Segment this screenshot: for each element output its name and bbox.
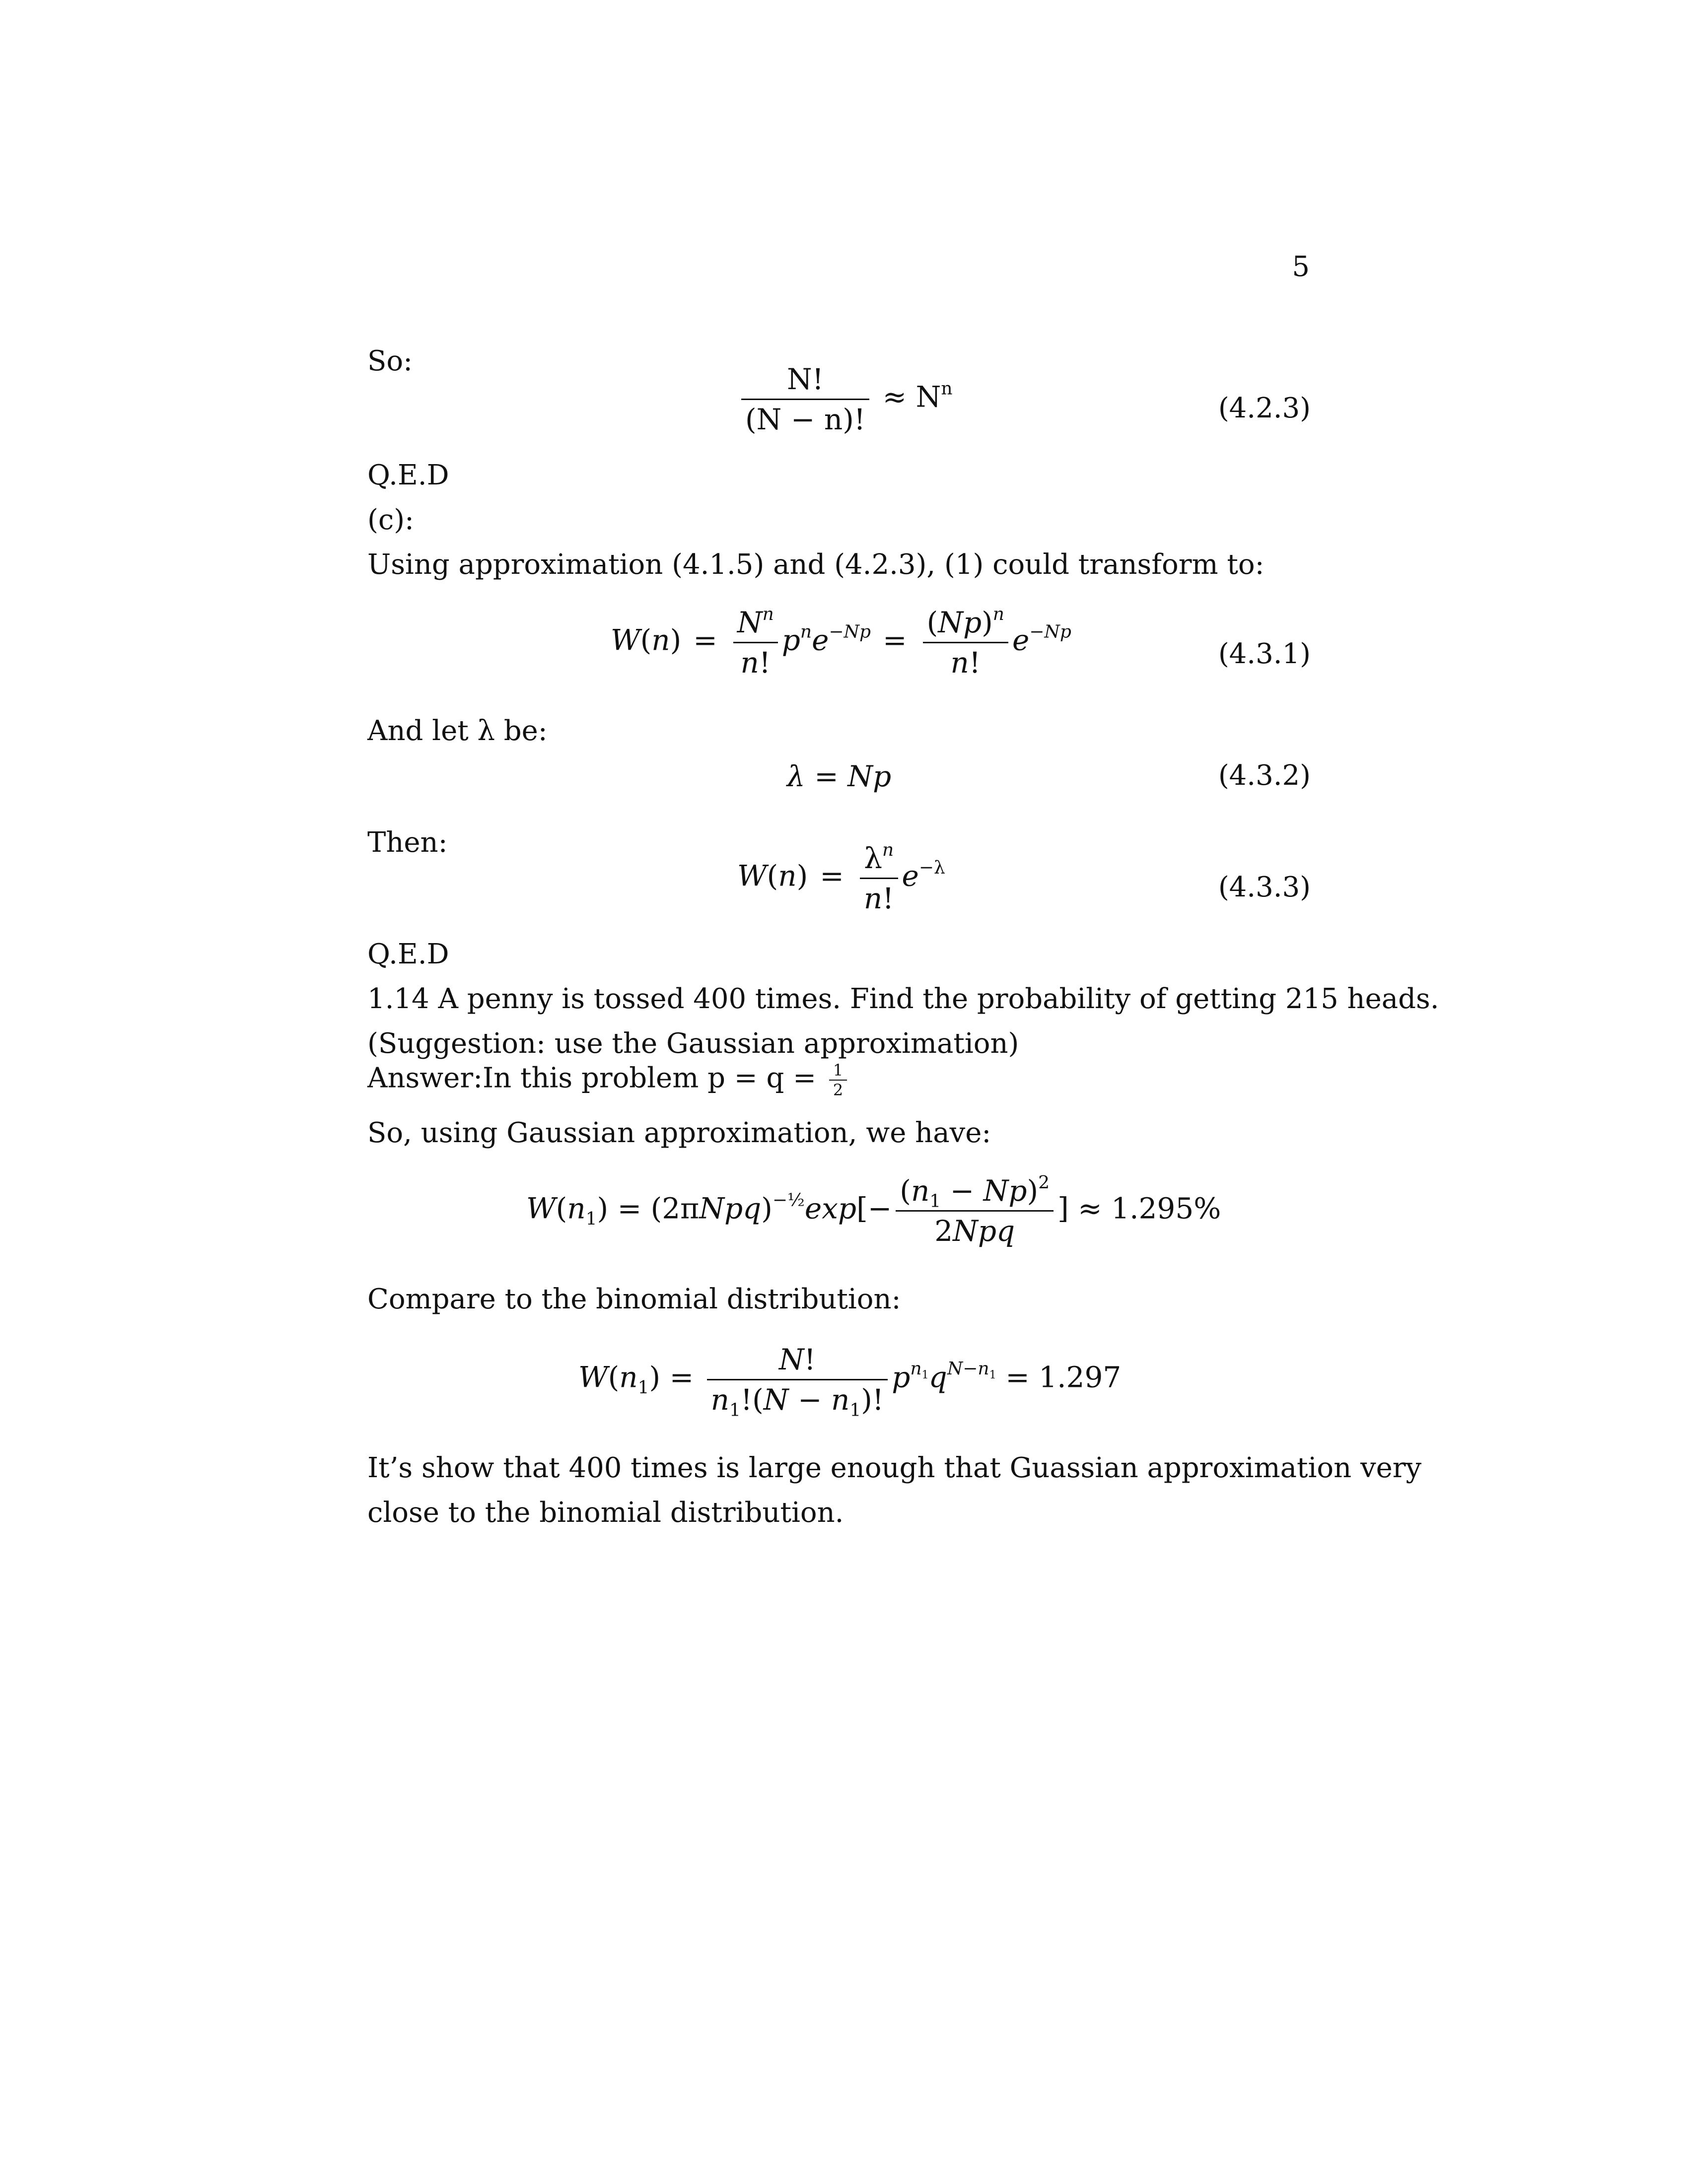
equation-4-3-1: W(n) = $\frac{N^n}{n!}$ $p^ne^{-Np}$ = $\frac{(Np)^n}{n!}$ $e^{-Np}$ bbox=[611, 604, 1071, 680]
transform-text: Using approximation (4.1.5) and (4.2.3), (1) could transform to: bbox=[367, 548, 1265, 581]
eq-label-4-3-2: (4.3.2) bbox=[1218, 759, 1311, 792]
eq-4-2-3-rhs: ≈ N bbox=[882, 380, 941, 414]
qed-2: Q.E.D bbox=[367, 938, 449, 970]
suggestion-text: (Suggestion: use the Gaussian approximation) bbox=[367, 1027, 1019, 1060]
gaussian-intro-text: So, using Gaussian approximation, we have: bbox=[367, 1117, 991, 1149]
gaussian-equation: $W(n_1) = (2\pi Npq)^{-\frac{1}{2}}\exp[-$ $\frac{(n_1 - Np)^2}{\text{2Npq}}$ ] ≈ 1.295% bbox=[526, 1172, 1221, 1248]
answer-prefix: Answer:In this problem p = q = bbox=[367, 1062, 825, 1094]
eq-4-2-3-denominator: (N − n)! bbox=[745, 403, 866, 436]
equation-4-3-2: λ = Np bbox=[787, 759, 892, 793]
equation-4-3-3: W(n) = $\frac{\lambda^n}{n!}$ $e^{-\lambda}$ bbox=[737, 839, 945, 915]
eq-label-4-3-1: (4.3.1) bbox=[1218, 638, 1311, 670]
conclusion-line-2: close to the binomial distribution. bbox=[367, 1497, 844, 1529]
eq-4-2-3-numerator: N! bbox=[741, 365, 869, 400]
qed-1: Q.E.D bbox=[367, 459, 449, 491]
conclusion-line-1: It’s show that 400 times is large enough that Guassian approximation very bbox=[367, 1452, 1422, 1484]
binomial-result: = 1.297 bbox=[1005, 1360, 1122, 1394]
answer-line: Answer:In this problem p = q = $\frac{1}{2}$ bbox=[367, 1062, 851, 1098]
eq-label-4-3-3: (4.3.3) bbox=[1218, 871, 1311, 903]
so-label: So: bbox=[367, 345, 413, 377]
let-lambda-text: And let λ be: bbox=[367, 715, 548, 747]
problem-text: 1.14 A penny is tossed 400 times. Find the probability of getting 215 heads. bbox=[367, 983, 1439, 1015]
equation-4-2-3 bbox=[737, 362, 953, 436]
part-c-label: (c): bbox=[367, 504, 414, 536]
compare-text: Compare to the binomial distribution: bbox=[367, 1283, 901, 1315]
gaussian-result: ≈ 1.295% bbox=[1078, 1191, 1221, 1226]
then-label: Then: bbox=[367, 826, 448, 859]
binomial-equation: $W(n_1)$ = $\frac{N!}{n_1!(N - n_1)!}$ $p^{n_1}q^{N-n_1} = 1.297$ bbox=[578, 1343, 1122, 1421]
eq-label-4-2-3: (4.2.3) bbox=[1218, 392, 1311, 424]
eq-4-2-3-rhs-sup: n bbox=[941, 378, 953, 399]
page-number: 5 bbox=[1292, 251, 1310, 283]
